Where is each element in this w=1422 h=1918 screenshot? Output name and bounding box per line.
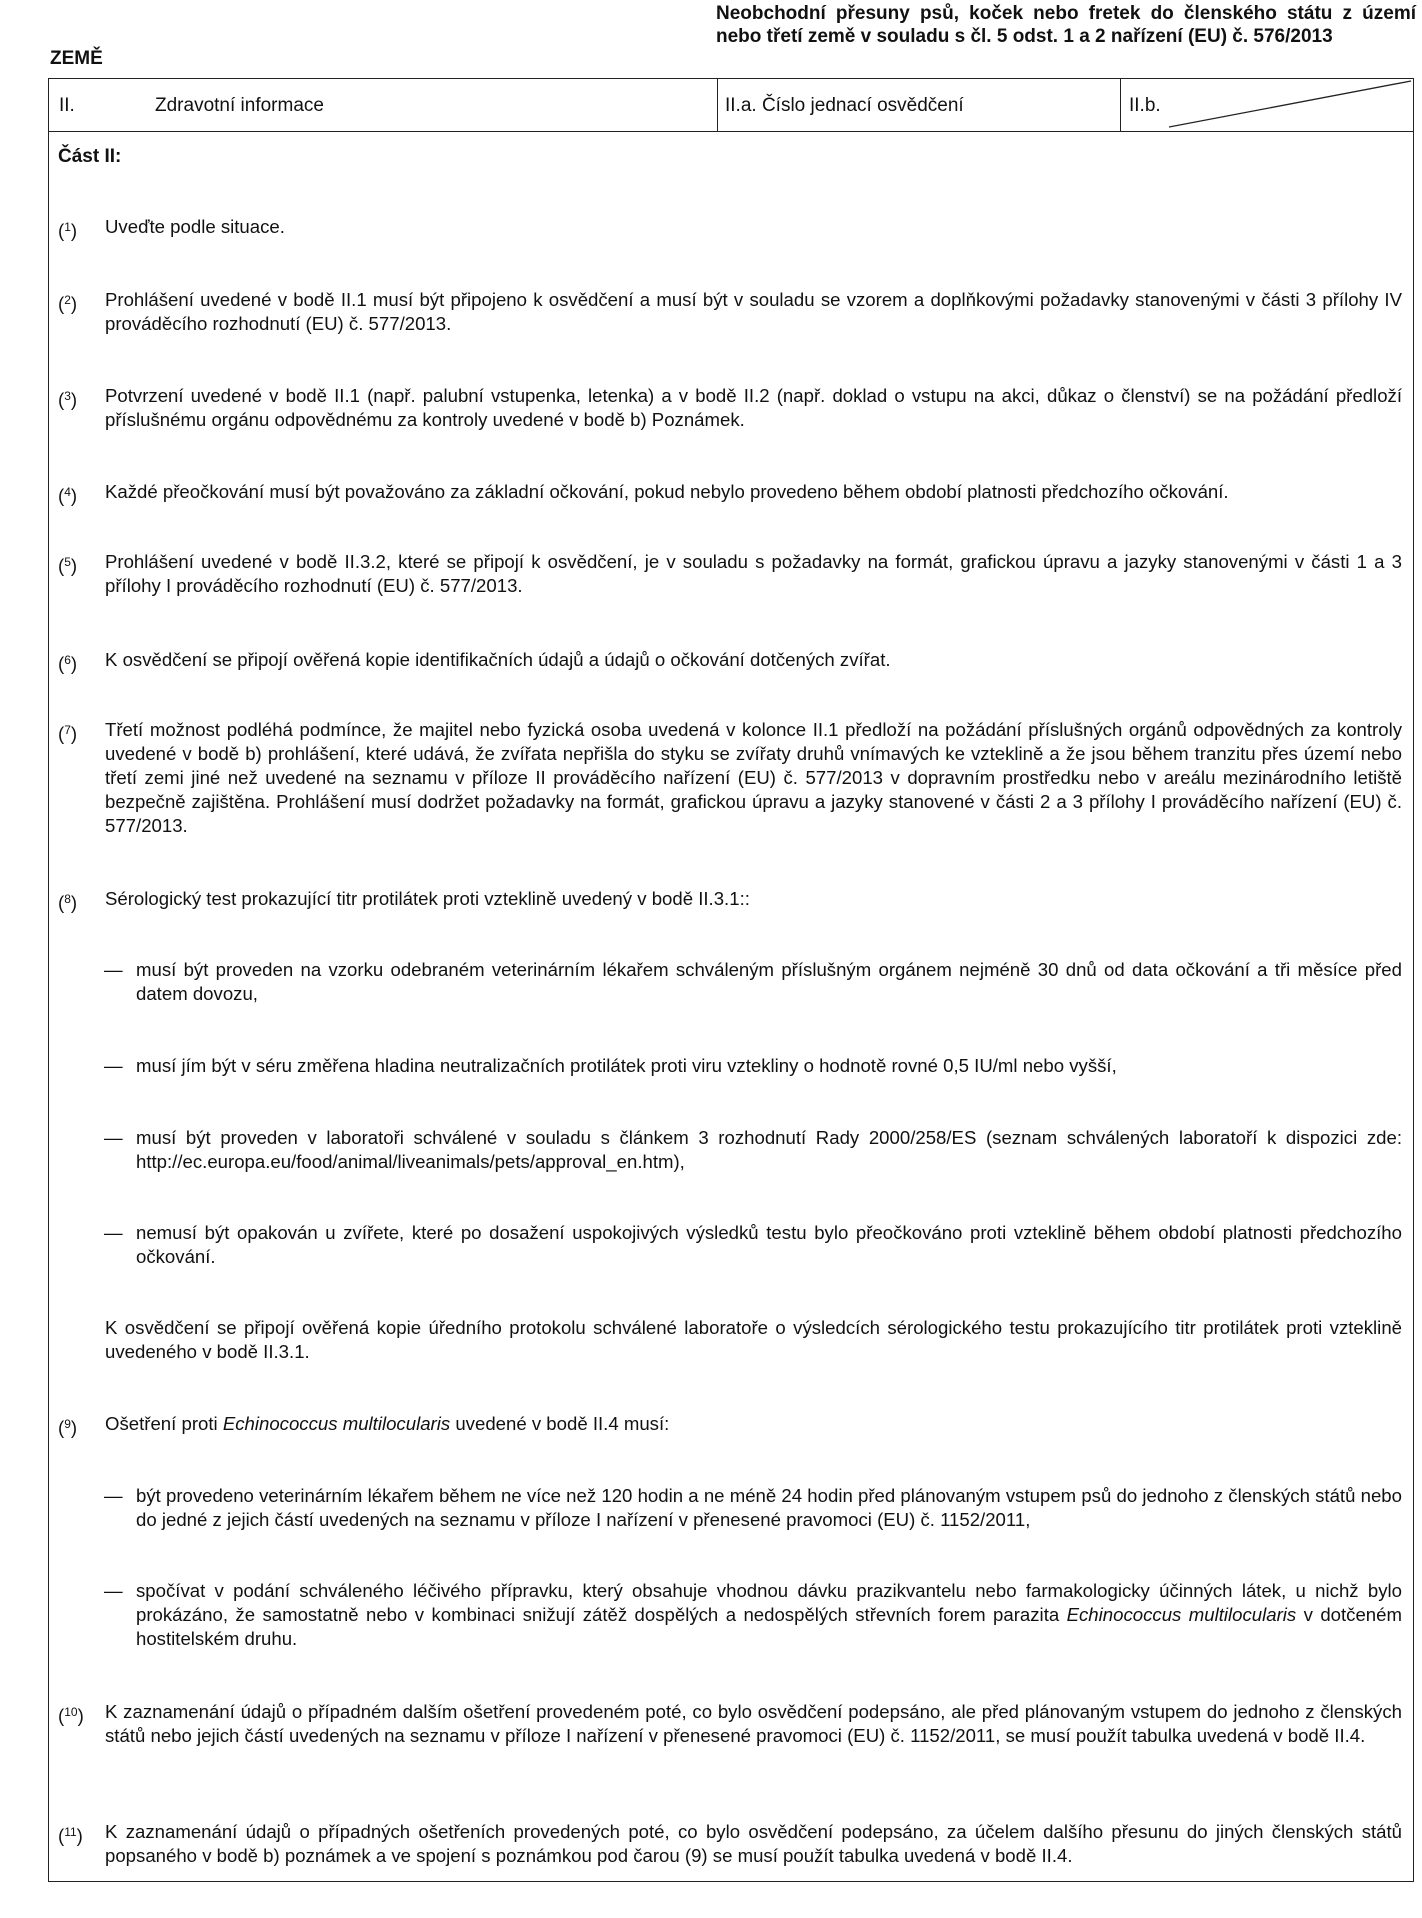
dash-item: musí jím být v séru změřena hladina neutralizačních protilátek proti viru vztekliny o hodnotě rovné 0,5 IU/ml nebo vyšší, — [136, 1055, 1117, 1076]
reference-number-label: II.a. Číslo jednací osvědčení — [725, 95, 964, 116]
dash-item: musí být proveden v laboratoři schválené v souladu s článkem 3 rozhodnutí Rady 2000/258/ES (seznam schválených laboratoří k dispozici zde: http://ec.europa.eu/food/animal/liveanimals/pets/approval_en.htm), — [136, 1127, 1402, 1172]
divider — [1120, 79, 1121, 131]
divider — [717, 79, 718, 131]
section-number: II. — [59, 95, 75, 116]
footnote-text: K osvědčení se připojí ověřená kopie identifikačních údajů a údajů o očkování dotčených zvířat. — [105, 649, 891, 670]
footnote-text: Prohlášení uvedené v bodě II.1 musí být připojeno k osvědčení a musí být v souladu se vzorem a doplňkovými požadavky stanovenými v části 3 přílohy IV prováděcího rozhodnutí (EU) č. 577/2013. — [105, 289, 1402, 334]
footnote-number: ($^4$) — [58, 485, 78, 506]
dash-item: být provedeno veterinárním lékařem během ne více než 120 hodin a ne méně 24 hodin před plánovaným vstupem psů do jednoho z členských států nebo do jedné z jejich částí uvedených na seznamu v příloze I nařízení v přenesené pravomoci (EU) č. 1152/2011, — [136, 1485, 1402, 1530]
part-title: Část II: — [58, 146, 122, 167]
footnote-text: Prohlášení uvedené v bodě II.3.2, které se připojí k osvědčení, je v souladu s požadavky na formát, grafickou úpravu a jazyky stanovenými v části 1 a 3 přílohy I prováděcího rozhodnutí (EU) č. 577/2013. — [105, 551, 1402, 596]
dash-item: spočívat v podání schváleného léčivého přípravku, který obsahuje vhodnou dávku prazikvantelu nebo farmakologicky účinných látek, u nichž bylo prokázáno, že samostatně nebo v kombinaci snižují zátěž dospělých a nedospělých střevních forem parazita Echinococcus multilocularis v dotčeném hostitelském druhu. — [136, 1580, 1402, 1649]
footnote-number: ($^{10}$) — [58, 1705, 84, 1726]
dash-item: nemusí být opakován u zvířete, které po dosažení uspokojivých výsledků testu bylo přeočkováno proti vzteklině během období platnosti předchozího očkování. — [136, 1222, 1402, 1267]
footnote-text: Uveďte podle situace. — [105, 216, 285, 237]
footnote-number: ($^2$) — [58, 293, 78, 314]
certificate-title: Neobchodní přesuny psů, koček nebo fretek do členského státu z území nebo třetí země v souladu s čl. 5 odst. 1 a 2 nařízení (EU) č. 576/2013 — [716, 3, 1416, 47]
dash-item: musí být proveden na vzorku odebraném veterinárním lékařem schváleným příslušným orgánem nejméně 30 dnů od data očkování a tři měsíce před datem dovozu, — [136, 959, 1402, 1004]
dash-marker: — — [104, 1222, 123, 1243]
footnote-number: ($^5$) — [58, 555, 78, 576]
dash-marker: — — [104, 959, 123, 980]
dash-marker: — — [104, 1055, 123, 1076]
footnote-text: K zaznamenání údajů o případném dalším ošetření provedeném poté, co bylo osvědčení podepsáno, ale před plánovaným vstupem do jednoho z členských států nebo jejich částí uvedených na seznamu v příloze I nařízení v přenesené pravomoci (EU) č. 1152/2011, se musí použít tabulka uvedená v bodě II.4. — [105, 1701, 1402, 1746]
dash-marker: — — [104, 1127, 123, 1148]
footnote-text: Potvrzení uvedené v bodě II.1 (např. palubní vstupenka, letenka) a v bodě II.2 (např. doklad o vstupu na akci, důkaz o členství) se na požádání předloží příslušnému orgánu odpovědnému za kontroly uvedené v bodě b) Poznámek. — [105, 385, 1402, 430]
dash-marker: — — [104, 1580, 123, 1601]
header-row — [48, 78, 1414, 132]
closing-paragraph: K osvědčení se připojí ověřená kopie úředního protokolu schválené laboratoře o výsledcích sérologického testu prokazujícího titr protilátek proti vzteklině uvedeného v bodě II.3.1. — [105, 1317, 1402, 1362]
footnote-number: ($^9$) — [58, 1417, 78, 1438]
footnote-text: Sérologický test prokazující titr protilátek proti vzteklině uvedený v bodě II.3.1:: — [105, 888, 750, 909]
footnote-number: ($^8$) — [58, 892, 78, 913]
footnote-text: Třetí možnost podléhá podmínce, že majitel nebo fyzická osoba uvedená v kolonce II.1 předloží na požádání příslušných orgánů odpovědných za kontroly uvedené v bodě b) prohlášení, které udává, že zvířata nepřišla do styku se zvířaty druhů vnímavých ke vzteklině a že jsou během tranzitu přes území nebo třetí zemi jiné než uvedené na seznamu v příloze II prováděcího nařízení (EU) č. 577/2013 v dopravním prostředku nebo v areálu mezinárodního letiště bezpečně zajištěna. Prohlášení musí dodržet požadavky na formát, grafickou úpravu a jazyky stanovené v části 2 a 3 přílohy I prováděcího nařízení (EU) č. 577/2013. — [105, 719, 1402, 836]
footnote-number: ($^7$) — [58, 723, 78, 744]
section-label: Zdravotní informace — [155, 95, 324, 116]
footnote-text: K zaznamenání údajů o případných ošetřeních provedených poté, co bylo osvědčení podepsáno, za účelem dalšího přesunu do jiných členských států popsaného v bodě b) poznámek a ve spojení s poznámkou pod čarou (9) se musí použít tabulka uvedená v bodě II.4. — [105, 1821, 1402, 1866]
footnote-number: ($^{11}$) — [58, 1825, 83, 1846]
iib-label: II.b. — [1129, 95, 1161, 116]
footnote-number: ($^6$) — [58, 653, 78, 674]
footnote-number: ($^1$) — [58, 220, 78, 241]
country-label: ZEMĚ — [50, 48, 103, 69]
footnote-text: Každé přeočkování musí být považováno za základní očkování, pokud nebylo provedeno během období platnosti předchozího očkování. — [105, 481, 1229, 502]
footnote-number: ($^3$) — [58, 389, 78, 410]
dash-marker: — — [104, 1485, 123, 1506]
footnote-text: Ošetření proti Echinococcus multilocularis uvedené v bodě II.4 musí: — [105, 1413, 670, 1434]
diagonal-strike — [1169, 79, 1413, 131]
